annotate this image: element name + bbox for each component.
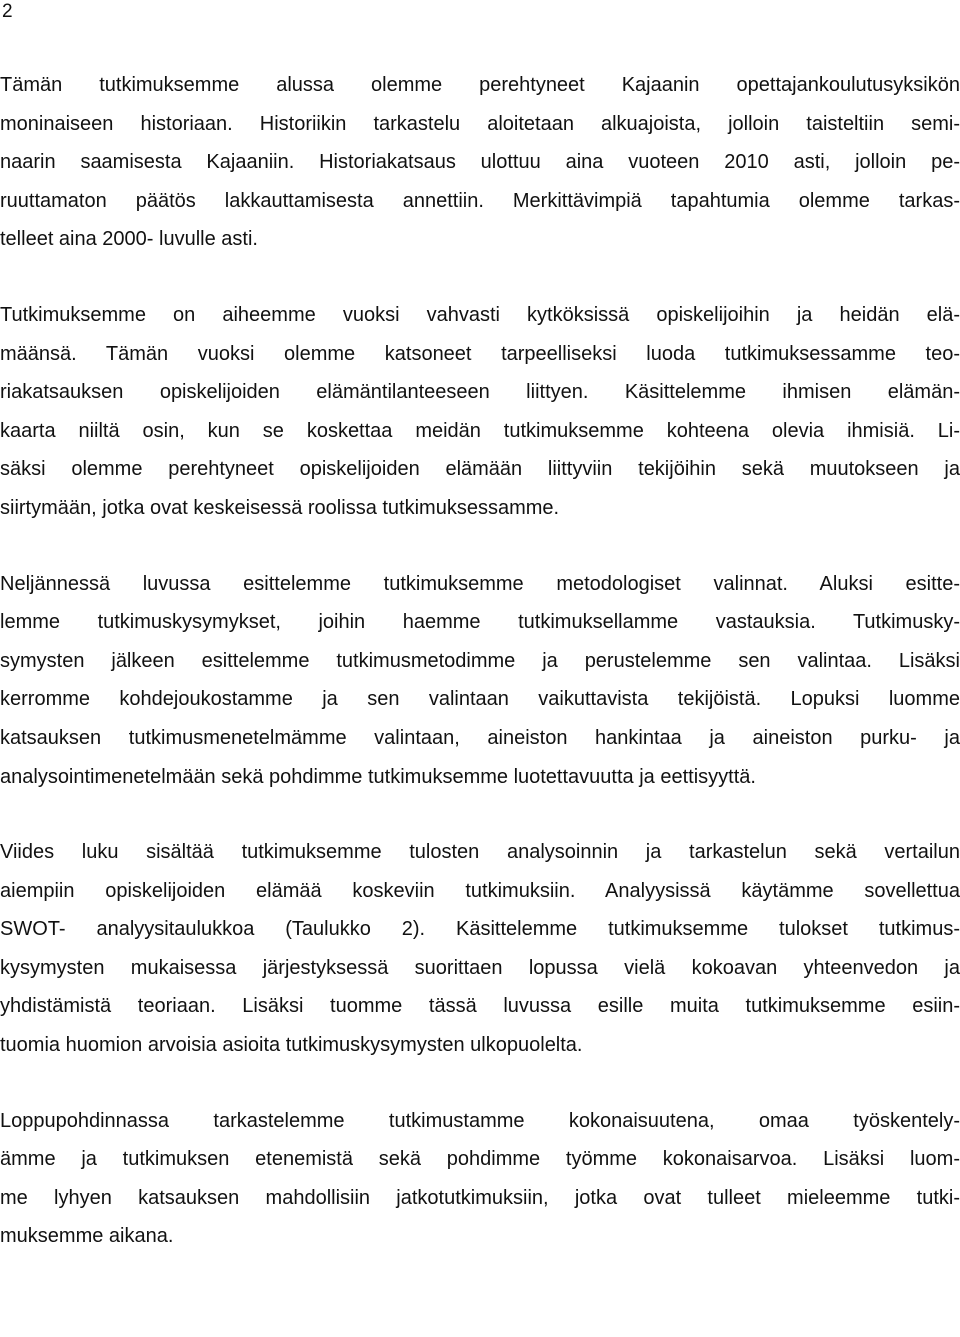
text-line: lemme tutkimuskysymykset, joihin haemme tutkimuksellamme vastauksia. Tutkimusky- (0, 611, 960, 634)
text-line: naarin saamisesta Kajaaniin. Historiakatsaus ulottuu aina vuoteen 2010 asti, jolloin pe- (0, 151, 960, 174)
text-line: muksemme aikana. (0, 1225, 174, 1248)
text-line: SWOT- analyysitaulukkoa (Taulukko 2). Käsittelemme tutkimuksemme tulokset tutkimus- (0, 918, 960, 941)
text-line: yhdistämistä teoriaan. Lisäksi tuomme tässä luvussa esille muita tutkimuksemme esiin- (0, 995, 960, 1018)
text-line: Tutkimuksemme on aiheemme vuoksi vahvasti kytköksissä opiskelijoihin ja heidän elä- (0, 303, 960, 326)
text-line: riakatsauksen opiskelijoiden elämäntilanteeseen liittyen. Käsittelemme ihmisen elämän- (0, 381, 960, 404)
page-number: 2 (2, 1, 13, 22)
document-body (0, 66, 960, 1256)
text-line: kysymysten mukaisessa järjestyksessä suorittaen lopussa vielä kokoavan yhteenvedon ja (0, 956, 960, 979)
paragraph-history-overview (0, 66, 960, 259)
text-line: katsauksen tutkimusmenetelmämme valintaan, aineiston hankintaa ja aineiston purku- ja (0, 726, 960, 749)
text-line: aiempiin opiskelijoiden elämää koskeviin tutkimuksiin. Analyysissä käytämme sovellettua (0, 879, 960, 902)
paragraph-results (0, 833, 960, 1065)
text-line: tuomia huomion arvoisia asioita tutkimuskysymysten ulkopuolelta. (0, 1034, 583, 1057)
text-line: me lyhyen katsauksen mahdollisiin jatkotutkimuksiin, jotka ovat tulleet mieleemme tutki- (0, 1186, 960, 1209)
paragraph-methodology (0, 565, 960, 797)
text-line: symysten jälkeen esittelemme tutkimusmetodimme ja perustelemme sen valintaa. Lisäksi (0, 649, 960, 672)
text-line: Viides luku sisältää tutkimuksemme tulosten analysoinnin ja tarkastelun sekä vertailun (0, 841, 960, 864)
text-line: analysointimenetelmään sekä pohdimme tutkimuksemme luotettavuutta ja eettisyyttä. (0, 765, 756, 788)
text-line: kaarta niiltä osin, kun se koskettaa meidän tutkimuksemme kohteena olevia ihmisiä. Li- (0, 419, 960, 442)
text-line: määnsä. Tämän vuoksi olemme katsoneet tarpeelliseksi luoda tutkimuksessamme teo- (0, 342, 960, 365)
text-line: moninaiseen historiaan. Historiikin tarkastelu aloitetaan alkuajoista, jolloin taisteltiin semi- (0, 112, 960, 135)
text-line: ruuttamaton päätös lakkauttamisesta annettiin. Merkittävimpiä tapahtumia olemme tarkas- (0, 189, 960, 212)
text-line: Neljännessä luvussa esittelemme tutkimuksemme metodologiset valinnat. Aluksi esitte- (0, 572, 960, 595)
text-line: säksi olemme perehtyneet opiskelijoiden elämään liittyviin tekijöihin sekä muutokseen ja (0, 458, 960, 481)
text-line: Tämän tutkimuksemme alussa olemme perehtyneet Kajaanin opettajankoulutusyksikön (0, 74, 960, 96)
text-line: siirtymään, jotka ovat keskeisessä roolissa tutkimuksessamme. (0, 496, 560, 519)
text-line: telleet aina 2000- luvulle asti. (0, 228, 258, 251)
paragraph-conclusion (0, 1102, 960, 1256)
text-line: Loppupohdinnassa tarkastelemme tutkimustamme kokonaisuutena, omaa työskentely- (0, 1109, 960, 1132)
text-line: ämme ja tutkimuksen etenemistä sekä pohdimme työmme kokonaisarvoa. Lisäksi luom- (0, 1148, 960, 1171)
text-line: kerromme kohdejoukostamme ja sen valintaan vaikuttavista tekijöistä. Lopuksi luomme (0, 688, 960, 711)
paragraph-students-theory (0, 296, 960, 528)
